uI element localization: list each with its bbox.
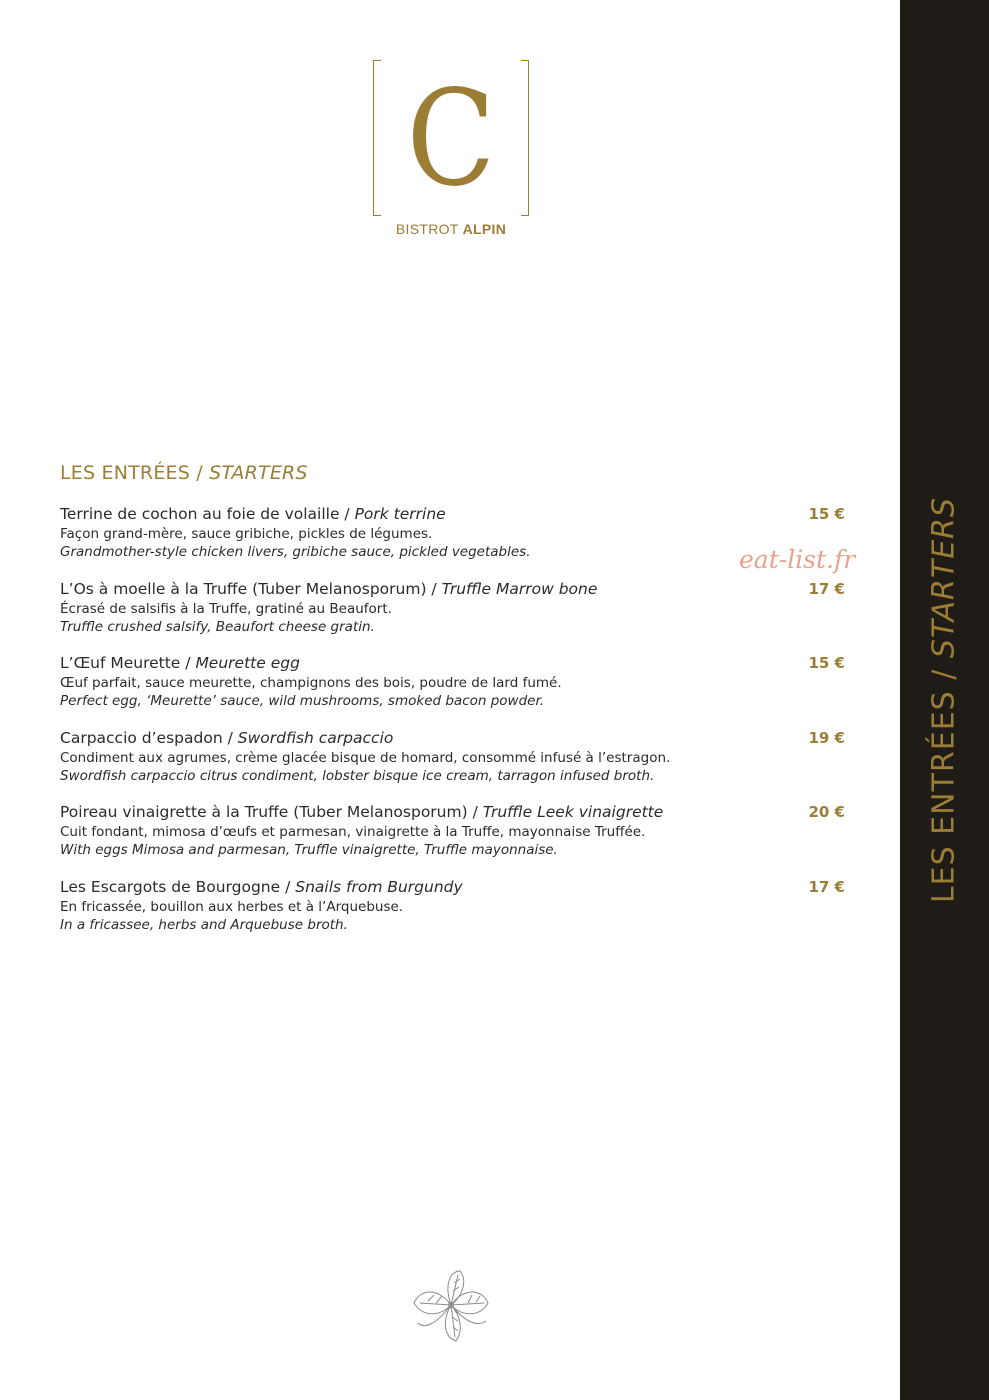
sidebar-title-separator: / [926,658,962,691]
item-name-en: Truffle Leek vinaigrette [482,803,664,822]
item-name: L’Os à moelle à la Truffe (Tuber Melanosporum) / Truffle Marrow bone [60,579,598,598]
item-description-fr: Cuit fondant, mimosa d’œufs et parmesan, vinaigrette à la Truffe, mayonnaise Truffée. [60,824,646,841]
sidebar-title [927,497,962,903]
item-description-en: Swordfish carpaccio citrus condiment, lobster bisque ice cream, tarragon infused broth. [60,767,655,784]
logo-brand-light: BISTROT [395,221,459,237]
menu-item [60,801,845,876]
item-price: 15 € [808,654,845,673]
menu-items [60,503,845,951]
item-name: Poireau vinaigrette à la Truffe (Tuber Melanosporum) / Truffle Leek vinaigrette [60,803,664,822]
sidebar-band [900,0,989,1400]
item-name-en: Snails from Burgundy [295,877,463,896]
section-title-separator: / [190,462,210,484]
item-name-en: Pork terrine [354,505,446,523]
section-title-fr: LES ENTRÉES [60,462,190,484]
item-price: 17 € [808,579,845,598]
item-description-en: With eggs Mimosa and parmesan, Truffle vinaigrette, Truffle mayonnaise. [60,842,558,859]
item-name: Les Escargots de Bourgogne / Snails from Burgundy [60,877,463,896]
menu-item [60,503,845,578]
item-name-en: Truffle Marrow bone [441,579,598,598]
item-price: 17 € [808,877,845,896]
logo-letter: C [406,62,496,216]
item-name-fr: Terrine de cochon au foie de volaille [60,505,340,523]
section-title [60,462,308,484]
logo-brand [373,221,529,237]
logo-bracket-right [521,60,529,216]
item-description-en: Perfect egg, ‘Meurette’ sauce, wild mushrooms, smoked bacon powder. [60,693,545,710]
item-name-en: Meurette egg [195,654,300,673]
item-name: Terrine de cochon au foie de volaille / Pork terrine [60,505,446,523]
menu-item [60,727,845,802]
item-name: L’Œuf Meurette / Meurette egg [60,654,300,673]
watermark: eat-list.fr [739,545,856,574]
item-price: 19 € [808,728,845,747]
section-title-en: STARTERS [209,462,308,484]
menu-item [60,578,845,653]
bistrot-logo [373,60,529,240]
item-description-fr: En fricassée, bouillon aux herbes et à l’Arquebuse. [60,898,404,915]
logo-bracket-left [373,60,381,216]
item-name-fr: Poireau vinaigrette à la Truffe (Tuber Melanosporum) [60,803,468,822]
item-name-en: Swordfish carpaccio [237,728,394,747]
item-description-en: Grandmother-style chicken livers, gribiche sauce, pickled vegetables. [60,544,531,560]
item-description-en: In a fricassee, herbs and Arquebuse broth. [60,916,348,933]
sidebar-title-fr: LES ENTRÉES [926,690,962,904]
item-description-fr: Façon grand-mère, sauce gribiche, pickles de légumes. [60,526,433,542]
item-description-fr: Écrasé de salsifis à la Truffe, gratiné au Beaufort. [60,600,392,617]
item-price: 15 € [808,505,845,523]
sidebar-title-en: STARTERS [926,496,962,659]
item-description-en: Truffle crushed salsify, Beaufort cheese gratin. [60,618,375,635]
item-name-fr: Les Escargots de Bourgogne [60,877,281,896]
item-name-fr: L’Œuf Meurette [60,654,181,673]
item-name: Carpaccio d’espadon / Swordfish carpaccio [60,728,394,747]
item-name-fr: Carpaccio d’espadon [60,728,223,747]
leaf-ornament-icon [408,1265,494,1345]
item-price: 20 € [808,803,845,822]
item-description-fr: Condiment aux agrumes, crème glacée bisque de homard, consommé infusé à l’estragon. [60,749,671,766]
logo-brand-bold: ALPIN [462,221,507,237]
item-name-fr: L’Os à moelle à la Truffe (Tuber Melanosporum) [60,579,427,598]
item-description-fr: Œuf parfait, sauce meurette, champignons des bois, poudre de lard fumé. [60,675,562,692]
menu-item [60,652,845,727]
menu-item [60,876,845,951]
